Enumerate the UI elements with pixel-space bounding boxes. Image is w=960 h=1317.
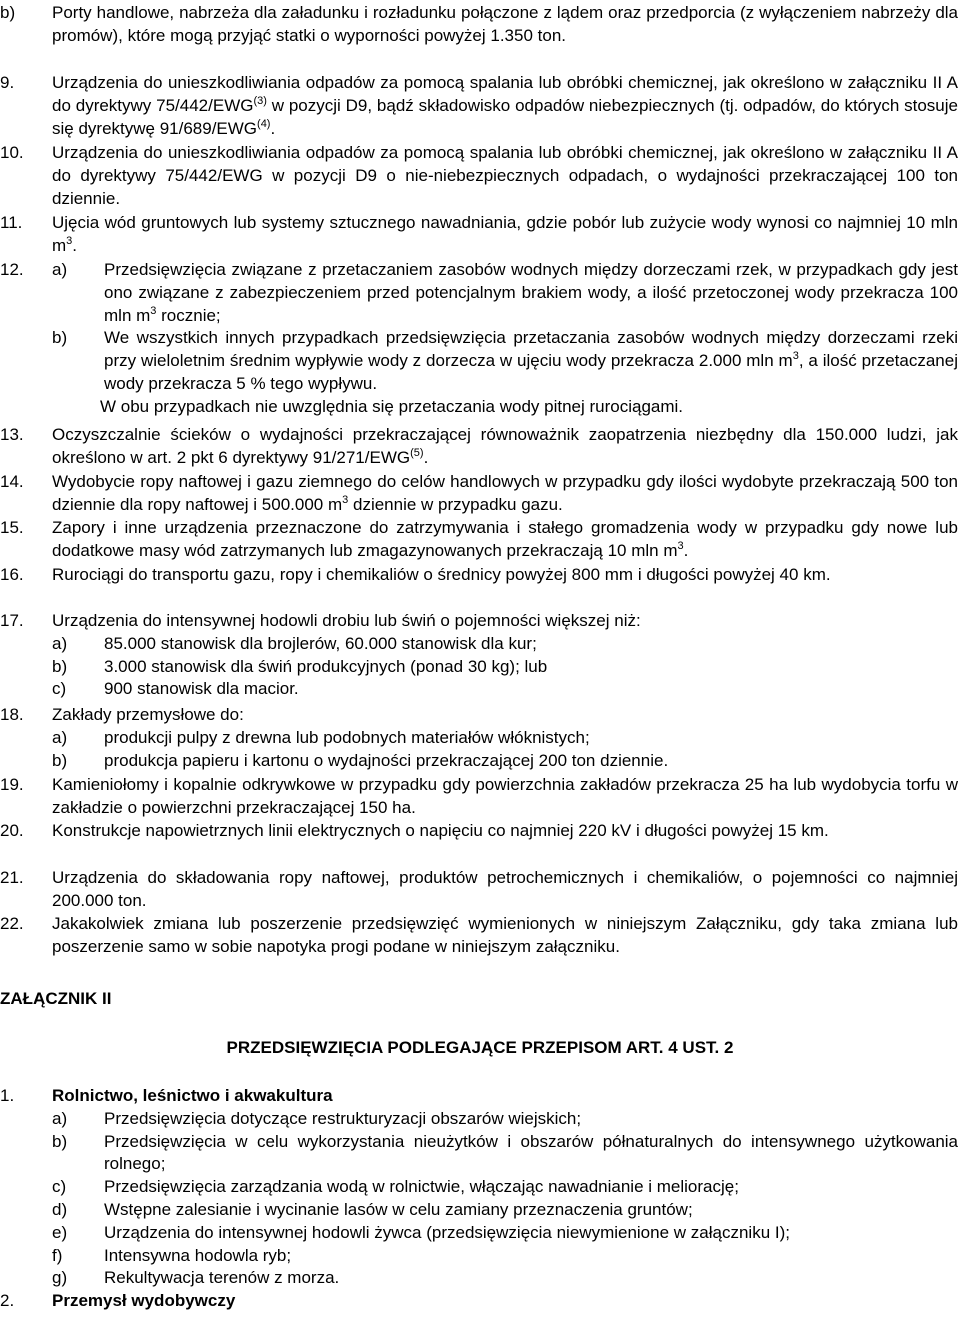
sub-item: d) Wstępne zalesianie i wycinanie lasów w celu zamiany przeznaczenia gruntów; xyxy=(52,1199,693,1219)
item-text: Kamieniołomy i kopalnie odkrywkowe w przypadku gdy powierzchnia zakładów przekracza 25 ha lub wydobycia torfu w zakładzie o powierzchni przekraczającej 150 ha. xyxy=(52,775,958,817)
item-number: 14. xyxy=(0,472,24,491)
item-number: 21. xyxy=(0,868,24,887)
item-text: Urządzenia do unieszkodliwiania odpadów za pomocą spalania lub obróbki chemicznej, jak określono w załączniku II A do dyrektywy 75/442/EWG$^{(3)}$ w pozycji D9, bądź składowisko odpadów niebezpiecznych (tj. odpadów, do których stosuje się dyrektywę 91/689/EWG$^{(4)}$. xyxy=(52,73,958,138)
item-number: 22. xyxy=(0,914,24,933)
sub-item: f) Intensywna hodowla ryb; xyxy=(52,1245,292,1265)
item-9 xyxy=(0,72,960,140)
item-14 xyxy=(0,471,960,517)
item-20 xyxy=(0,820,960,843)
annex-section-1 xyxy=(0,1085,960,1313)
item-text: Urządzenia do składowania ropy naftowej, produktów petrochemicznych i chemikaliów, o pojemności co najmniej 200.000 ton. xyxy=(52,868,958,910)
item-text: Jakakolwiek zmiana lub poszerzenie przedsięwzięć wymienionych w niniejszym Załączniku, gdy taka zmiana lub poszerzenie samo w sobie napotyka progi podane w niniejszym załączniku. xyxy=(52,914,958,956)
item-text: Konstrukcje napowietrznych linii elektrycznych o napięciu co najmniej 220 kV i długości powyżej 15 km. xyxy=(52,821,829,840)
item-11 xyxy=(0,212,960,258)
item-number: 11. xyxy=(0,213,23,232)
item-text: Zakłady przemysłowe do: xyxy=(52,705,244,724)
item-13 xyxy=(0,424,960,470)
section-title: Przemysł wydobywczy xyxy=(52,1291,236,1311)
annex-heading: PRZEDSIĘWZIĘCIA PODLEGAJĄCE PRZEPISOM ART. 4 UST. 2 xyxy=(226,1038,734,1057)
item-number: 18. xyxy=(0,705,24,724)
sub-label: b) xyxy=(52,328,68,348)
sub-item: b) produkcja papieru i kartonu o wydajności przekraczającej 200 ton dziennie. xyxy=(52,750,669,770)
sub-item: c) Przedsięwzięcia zarządzania wodą w rolnictwie, włączając nawadnianie i meliorację; xyxy=(52,1177,739,1197)
sub-item: g) Rekultywacja terenów z morza. xyxy=(52,1268,340,1288)
item-text: Rurociągi do transportu gazu, ropy i chemikaliów o średnicy powyżej 800 mm i długości powyżej 40 km. xyxy=(52,565,831,584)
item-number: 16. xyxy=(0,565,24,584)
item-number: 17. xyxy=(0,611,24,630)
item-text: Oczyszczalnie ścieków o wydajności przekraczającej równoważnik zaopatrzenia niezbędny dla 150.000 ludzi, jak określono w art. 2 pkt 6 dyrektywy 91/271/EWG$^{(5)}$. xyxy=(52,425,958,467)
sub-text: We wszystkich innych przypadkach przedsięwzięcia przetaczania zasobów wodnych między dorzeczami rzeki przy wieloletnim średnim wypływie wody z dorzecza w ujęciu wody przekracza 2.000 mln $m^3$, a ilość przetaczanej wody przekracza 5 % tego wypływu. xyxy=(104,328,958,393)
sub-item: a) Przedsięwzięcia dotyczące restrukturyzacji obszarów wiejskich; xyxy=(52,1108,582,1128)
section-number: 2. xyxy=(0,1291,15,1311)
item-text: Zapory i inne urządzenia przeznaczone do zatrzymywania i stałego gromadzenia wody w przypadku gdy nowe lub dodatkowe masy wód zatrzymanych lub zmagazynowanych przekraczają 10 mln $m^3$. xyxy=(52,518,958,560)
item-note: W obu przypadkach nie uwzględnia się przetaczania wody pitnej rurociągami. xyxy=(100,396,684,416)
item-text: Wydobycie ropy naftowej i gazu ziemnego do celów handlowych w przypadku gdy ilości wydobyte przekraczają 500 ton dziennie dla ropy naftowej i 500.000 $m^3$ dziennie w przypadku gazu. xyxy=(52,472,958,514)
item-10 xyxy=(0,142,960,210)
annex-section-2 xyxy=(0,1290,960,1313)
item-15 xyxy=(0,517,960,563)
sub-item: b) Przedsięwzięcia w celu wykorzystania nieużytków i obszarów półnaturalnych do intensywnego użytkowania rolnego; xyxy=(52,1131,958,1174)
item-number: 15. xyxy=(0,518,24,537)
item-21 xyxy=(0,867,960,913)
item-17 xyxy=(0,610,960,701)
item-16 xyxy=(0,564,960,587)
sub-item: a) produkcji pulpy z drewna lub podobnych materiałów włóknistych; xyxy=(52,727,590,747)
item-number: 9. xyxy=(0,73,15,92)
item-text: Urządzenia do unieszkodliwiania odpadów za pomocą spalania lub obróbki chemicznej, jak określono w załączniku II A do dyrektywy 75/442/EWG w pozycji D9 o nie-niebezpiecznych odpadach, o wydajności przekraczającej 100 ton dziennie. xyxy=(52,143,958,208)
section-title: Rolnictwo, leśnictwo i akwakultura xyxy=(52,1086,333,1105)
sub-item: a) 85.000 stanowisk dla brojlerów, 60.000 stanowisk dla kur; xyxy=(52,633,537,653)
item-8b xyxy=(0,2,960,48)
item-number: 10. xyxy=(0,143,24,162)
item-number: 20. xyxy=(0,821,24,840)
annex-title: ZAŁĄCZNIK II xyxy=(0,989,112,1008)
sub-item: b) 3.000 stanowisk dla świń produkcyjnych (ponad 30 kg); lub xyxy=(52,656,548,676)
sub-item: c) 900 stanowisk dla macior. xyxy=(52,679,299,699)
item-18 xyxy=(0,704,960,772)
item-number: 13. xyxy=(0,425,24,444)
item-19 xyxy=(0,774,960,820)
item-text: Porty handlowe, nabrzeża dla załadunku i rozładunku połączone z lądem oraz przedporcia (z wyłączeniem nabrzeży dla promów), które mogą przyjąć statki o wyporności powyżej 1.350 ton. xyxy=(52,3,958,45)
section-number: 1. xyxy=(0,1086,15,1105)
sub-text: Przedsięwzięcia związane z przetaczaniem zasobów wodnych między dorzeczami rzek, w przypadkach gdy jest ono związane z zabezpieczeniem przed potencjalnym brakiem wody, a ilość przetoczonej wody przekracza 100 mln $m^3$ rocznie; xyxy=(104,260,958,325)
sub-label: a) xyxy=(52,260,68,279)
item-text: Ujęcia wód gruntowych lub systemy sztucznego nawadniania, gdzie pobór lub zużycie wody wynosi co najmniej 10 mln $m^3$. xyxy=(52,213,958,255)
item-number: 12. xyxy=(0,260,24,279)
item-label: b) xyxy=(0,3,16,22)
item-text: Urządzenia do intensywnej hodowli drobiu lub świń o pojemności większej niż: xyxy=(52,611,641,630)
item-number: 19. xyxy=(0,775,24,794)
item-22 xyxy=(0,913,960,959)
sub-item: e) Urządzenia do intensywnej hodowli żywca (przedsięwzięcia niewymienione w załączniku I); xyxy=(52,1222,790,1242)
item-12 xyxy=(0,259,960,419)
